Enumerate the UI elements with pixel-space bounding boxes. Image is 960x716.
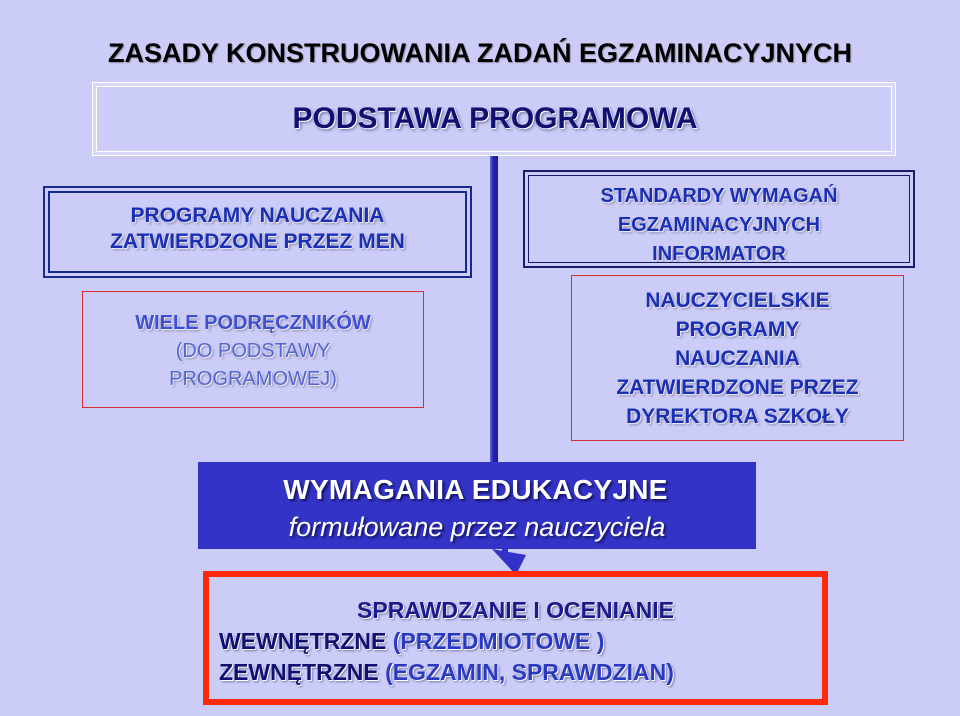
wymagania-edukacyjne-box bbox=[198, 462, 756, 549]
nauczycielskie-line-1: NAUCZYCIELSKIE bbox=[645, 289, 830, 312]
standardy-line-3: INFORMATOR bbox=[652, 243, 786, 265]
standardy-line-2: EGZAMINACYJNYCH bbox=[617, 214, 821, 236]
sprawdzanie-ocenianie-box bbox=[203, 571, 828, 705]
programy-nauczania-box bbox=[43, 186, 472, 278]
wymagania-subtitle: formułowane przez nauczyciela bbox=[288, 512, 666, 542]
page-title: ZASADY KONSTRUOWANIA ZADAŃ EGZAMINACYJNYCH bbox=[107, 38, 853, 68]
podstawa-programowa-label: PODSTAWA PROGRAMOWA bbox=[292, 102, 698, 135]
vertical-connector bbox=[490, 156, 498, 466]
programy-line-1: PROGRAMY NAUCZANIA bbox=[130, 204, 385, 227]
podreczniki-box bbox=[82, 291, 424, 408]
zewnetrzne-detail: (EGZAMIN, SPRAWDZIAN) bbox=[385, 659, 674, 685]
nauczycielskie-programy-box bbox=[571, 275, 904, 441]
zewnetrzne-label: ZEWNĘTRZNE bbox=[219, 659, 379, 685]
programy-line-2: ZATWIERDZONE PRZEZ MEN bbox=[110, 230, 405, 253]
wewnetrzne-detail: (PRZEDMIOTOWE ) bbox=[392, 628, 605, 654]
podreczniki-line-2: (DO PODSTAWY bbox=[175, 340, 331, 362]
sprawdzanie-heading: SPRAWDZANIE I OCENIANIE bbox=[357, 597, 674, 623]
wewnetrzne-line bbox=[219, 628, 604, 655]
zewnetrzne-line bbox=[219, 659, 674, 686]
nauczycielskie-line-3: NAUCZANIA bbox=[675, 347, 800, 370]
nauczycielskie-line-5: DYREKTORA SZKOŁY bbox=[626, 405, 849, 428]
standardy-line-1: STANDARDY WYMAGAŃ bbox=[600, 185, 838, 207]
wymagania-title: WYMAGANIA EDUKACYJNE bbox=[283, 474, 668, 505]
podreczniki-line-1: WIELE PODRĘCZNIKÓW bbox=[135, 312, 371, 334]
wewnetrzne-label: WEWNĘTRZNE bbox=[219, 628, 387, 654]
nauczycielskie-line-4: ZATWIERDZONE PRZEZ bbox=[616, 376, 859, 399]
nauczycielskie-line-2: PROGRAMY bbox=[675, 318, 800, 341]
standardy-wymagan-box bbox=[523, 170, 915, 268]
podreczniki-line-3: PROGRAMOWEJ) bbox=[169, 368, 337, 390]
